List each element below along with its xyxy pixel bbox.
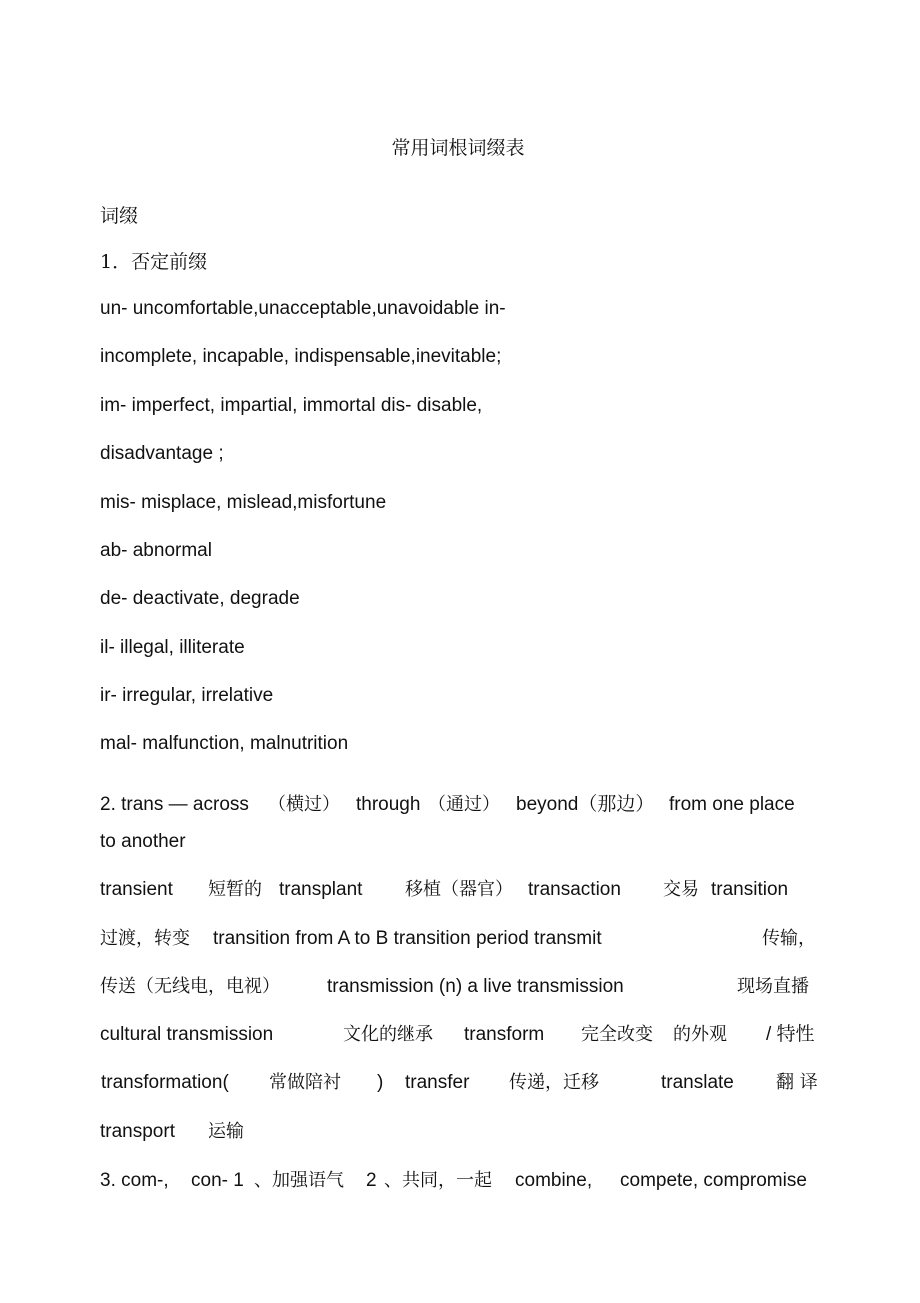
- term: transplant: [279, 879, 363, 900]
- meaning: 移植（器官）: [405, 879, 513, 900]
- list-item: un- uncomfortable,unacceptable,unavoidable in-: [100, 298, 506, 319]
- group-heading: 1．否定前缀: [100, 251, 208, 273]
- meaning: 短暂的: [208, 879, 262, 900]
- heading-part: beyond（那边）: [516, 794, 655, 815]
- list-item: de- deactivate, degrade: [100, 588, 300, 609]
- meaning: / 特性: [766, 1024, 815, 1045]
- meaning: 完全改变: [581, 1024, 653, 1045]
- list-item: incomplete, incapable, indispensable,inevitable;: [100, 346, 502, 367]
- meaning: 常做陪衬: [269, 1072, 341, 1093]
- meaning: 传送（无线电，电视）: [100, 976, 280, 997]
- heading-part: （通过）: [428, 794, 500, 815]
- list-item: il- illegal, illiterate: [100, 637, 245, 658]
- term: cultural transmission: [100, 1024, 274, 1045]
- term: 3. com-,: [100, 1170, 169, 1191]
- punctuation: ): [377, 1072, 384, 1093]
- term: transfer: [405, 1072, 470, 1093]
- term: transition from A to B transition period transmit: [213, 928, 602, 949]
- list-item: mal- malfunction, malnutrition: [100, 733, 349, 754]
- list-item: ir- irregular, irrelative: [100, 685, 274, 706]
- term: transformation(: [101, 1072, 229, 1093]
- page-title: 常用词根词缀表: [391, 137, 525, 159]
- term: transmission (n) a live transmission: [327, 976, 624, 997]
- meaning: 、加强语气: [254, 1170, 344, 1191]
- list-item: ab- abnormal: [100, 540, 212, 561]
- heading-part: through: [356, 794, 421, 815]
- meaning: 运输: [208, 1121, 244, 1142]
- meaning: 翻 译: [776, 1072, 818, 1093]
- heading-part: 2. trans — across: [100, 794, 249, 815]
- meaning: 传递，迁移: [509, 1072, 599, 1093]
- term: compete, compromise: [620, 1170, 807, 1191]
- heading-continuation: to another: [100, 831, 186, 852]
- term: con- 1: [191, 1170, 244, 1191]
- term: translate: [661, 1072, 734, 1093]
- term: combine,: [515, 1170, 593, 1191]
- section-heading: 词缀: [100, 205, 139, 227]
- heading-part: from one place: [669, 794, 795, 815]
- term: 2: [366, 1170, 377, 1191]
- term: transform: [464, 1024, 545, 1045]
- meaning: 交易: [663, 879, 699, 900]
- meaning: 、共同，一起: [384, 1170, 492, 1191]
- meaning: 现场直播: [737, 976, 809, 997]
- list-item: im- imperfect, impartial, immortal dis- disable,: [100, 395, 483, 416]
- list-item: disadvantage ;: [100, 443, 224, 464]
- term: transient: [100, 879, 173, 900]
- term: transition: [711, 879, 789, 900]
- meaning: 的外观: [673, 1024, 727, 1045]
- meaning: 过渡，转变: [100, 928, 190, 949]
- meaning: 传输，: [762, 928, 816, 949]
- heading-part: （横过）: [268, 794, 340, 815]
- term: transport: [100, 1121, 175, 1142]
- term: transaction: [528, 879, 621, 900]
- meaning: 文化的继承: [343, 1024, 433, 1045]
- list-item: mis- misplace, mislead,misfortune: [100, 492, 387, 513]
